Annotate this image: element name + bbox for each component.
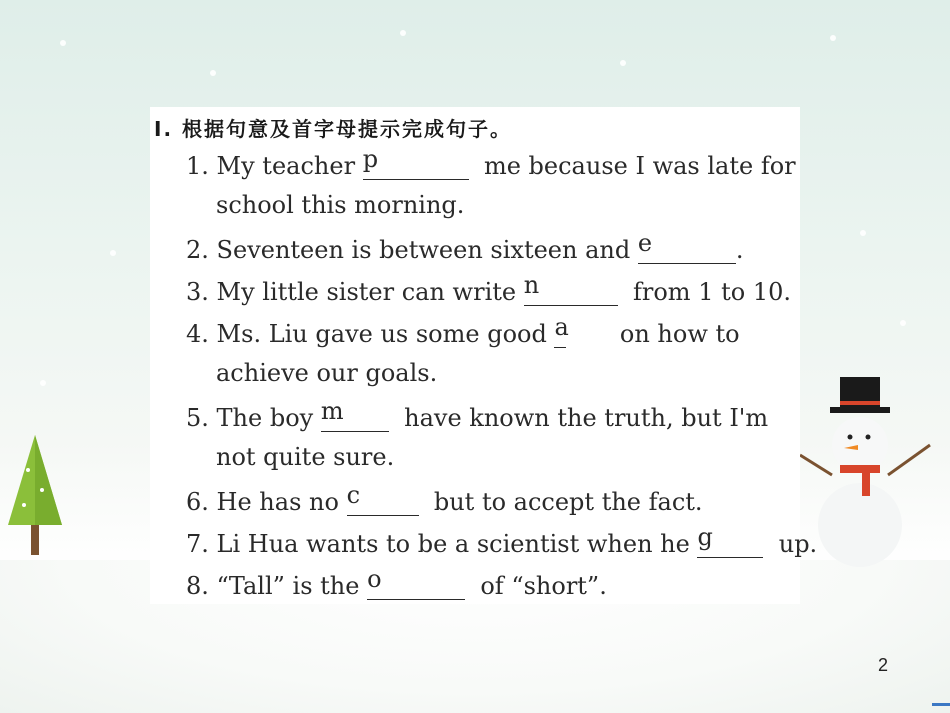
sentence-5-continued: not quite sure. bbox=[216, 443, 395, 471]
answer-blank-2[interactable]: e bbox=[638, 233, 736, 264]
sentence-6: 6. He has no c but to accept the fact. bbox=[186, 481, 703, 516]
slide-corner-mark bbox=[932, 703, 950, 706]
sentence-2: 2. Seventeen is between sixteen and e . bbox=[186, 229, 744, 264]
snowflake bbox=[830, 35, 836, 41]
sentence-4-continued: achieve our goals. bbox=[216, 359, 438, 387]
sentence-3: 3. My little sister can write n from 1 to 10. bbox=[186, 271, 791, 306]
snowflake bbox=[400, 30, 406, 36]
snowflake bbox=[110, 250, 116, 256]
snowflake bbox=[210, 70, 216, 76]
sentence-1-continued: school this morning. bbox=[216, 191, 465, 219]
answer-blank-7[interactable]: g bbox=[697, 527, 763, 558]
page-number: 2 bbox=[878, 655, 889, 675]
sentence-1: 1. My teacher p me because I was late for bbox=[186, 145, 796, 180]
snowflake bbox=[620, 60, 626, 66]
exercise-card bbox=[150, 107, 818, 604]
answer-blank-8[interactable]: o bbox=[367, 569, 465, 600]
answer-blank-4[interactable]: a bbox=[554, 317, 566, 348]
pine-tree-illustration bbox=[0, 430, 70, 560]
answer-blank-1[interactable]: p bbox=[363, 149, 469, 180]
snowflake bbox=[40, 380, 46, 386]
snowflake bbox=[900, 320, 906, 326]
sentence-5: 5. The boy m have known the truth, but I'm bbox=[186, 397, 769, 432]
answer-blank-6[interactable]: c bbox=[347, 485, 419, 516]
answer-blank-5[interactable]: m bbox=[321, 401, 389, 432]
sentence-7: 7. Li Hua wants to be a scientist when he g up. bbox=[186, 523, 818, 558]
answer-blank-3[interactable]: n bbox=[524, 275, 618, 306]
exercise-heading: Ⅰ. 根据句意及首字母提示完成句子。 bbox=[154, 117, 513, 141]
sentence-8: 8. “Tall” is the o of “short”. bbox=[186, 565, 607, 600]
snowflake bbox=[60, 40, 66, 46]
snowflake bbox=[860, 230, 866, 236]
sentence-4: 4. Ms. Liu gave us some good a on how to bbox=[186, 313, 740, 348]
snowman-illustration bbox=[800, 375, 940, 575]
